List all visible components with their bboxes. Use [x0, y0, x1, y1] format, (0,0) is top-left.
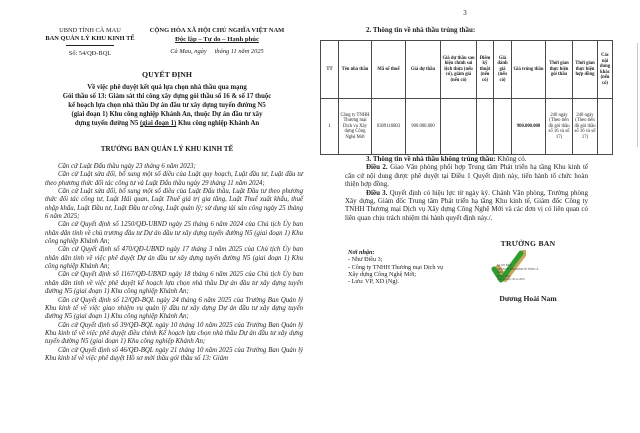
place-date-line: Cà Mau, ngày tháng 11 năm 2025: [170, 48, 264, 55]
cell-noi-dung-khac: [598, 99, 613, 155]
article2-label: Điều 2.: [366, 163, 388, 172]
recital-paragraph: Căn cứ Quyết định số 12/QĐ-BQL ngày 24 tháng 6 năm 2025 của Trưởng Ban Quản lý Khu kinh tế về việc giao nhiệm vụ quản lý đầu tư xây dựng Dự án đầu tư xây dựng tuyến đường N5 (giai đoạn 1) Khu công nghiệp Khánh An;: [45, 296, 303, 321]
issuing-authority-block: [38, 27, 142, 58]
cell-gia-danh-gia: [494, 99, 512, 155]
recital-paragraph: Căn cứ Luật Đấu thầu ngày 23 tháng 6 năm 2023;: [58, 163, 196, 170]
recipient-line: - Công ty TNHH Thương mại Dịch vụ: [348, 263, 444, 271]
col-header-tt: TT: [321, 41, 339, 99]
title-line: Gói thầu số 13: Giám sát thi công xây dựng gói thầu số 16 & số 17 thuộc: [62, 93, 272, 100]
col-header-diem-ky-thuat: Điểm kỹ thuật (nếu có): [477, 41, 494, 99]
table-row: [321, 99, 613, 155]
province-name: UBND TỈNH CÀ MAU: [59, 27, 121, 34]
org-underline: [66, 45, 114, 46]
stamp-line: Ký bởi: BAN: [497, 264, 512, 267]
stamp-line: MAU: [497, 271, 504, 274]
cell-diem-ky-thuat: [477, 99, 494, 155]
org-name: BAN QUẢN LÝ KHU KINH TẾ: [45, 35, 135, 42]
stamp-line: QUẢN LÝ KHU KINH TẾ TỈNH CÀ: [497, 267, 539, 271]
col-header-gia-danh-gia: Giá đánh giá (nếu có): [494, 41, 512, 99]
cell-gia-du-thau: 900.000.000: [406, 99, 441, 155]
title-underlined-part: (giai đoạn 1): [140, 120, 177, 127]
winning-bidder-table: [320, 40, 613, 155]
col-header-thoi-gian-goi-thau: Thời gian thực hiện gói thầu: [546, 41, 573, 99]
recipients-block: [348, 249, 468, 285]
articles-block: [345, 155, 588, 222]
title-line: kế hoạch lựa chọn nhà thầu Dự án đầu tư xây dựng tuyến đường N5: [68, 102, 266, 109]
section2-heading: 2. Thông tin về nhà thầu trúng thầu:: [366, 26, 476, 34]
section3-value: Không có.: [495, 155, 527, 163]
signer-title: TRƯỞNG BAN: [500, 239, 556, 248]
stamp-line: Thời gian ký: 20-11-2025: [497, 278, 525, 281]
section3-paragraph: [345, 155, 588, 163]
digital-signature-stamp-text: [497, 264, 571, 282]
recital-paragraph: Căn cứ Luật sửa đổi, bổ sung một số điều của Luật quy hoạch, Luật đầu tư, Luật đầu tư theo phương thức đối tác công tư và Luật Đấu thầu ngày 29 tháng 11 năm 2024;: [45, 171, 303, 187]
authority-heading: TRƯỞNG BAN QUẢN LÝ KHU KINH TẾ: [100, 145, 234, 153]
title-line: (giai đoạn 1) Khu công nghiệp Khánh An, thuộc Dự án đầu tư xây: [71, 111, 263, 118]
decision-heading: QUYẾT ĐỊNH: [142, 70, 192, 79]
decision-title: [42, 83, 292, 128]
col-header-gia-du-thau: Giá dự thầu: [406, 41, 441, 99]
recitals-block: [45, 163, 303, 363]
cell-ma-so-thue: 0309116803: [372, 99, 406, 155]
recital-paragraph: Căn cứ Quyết định số 46/QĐ-BQL ngày 21 tháng 10 năm 2025 của Trưởng Ban Quản lý Khu kinh tế về việc phê duyệt Hồ sơ mời thầu gói thầu số 13: Giám: [45, 346, 303, 362]
article3-label: Điều 3.: [366, 188, 388, 197]
recital-paragraph: Căn cứ Luật sửa đổi, bổ sung một số điều của Luật Đấu thầu, Luật Đầu tư theo phương thức đối tác công tư, Luật Hải quan, Luật Thuế giá trị gia tăng, Luật Thuế xuất khẩu, thuế nhập khẩu, Luật Đầu tư, Luật Đầu tư công, Luật quản lý; sử dụng tài sản công ngày 25 tháng 6 năm 2025;: [45, 188, 303, 221]
title-line-last: dựng tuyến đường N5 (giai đoạn 1) Khu công nghiệp Khánh An: [74, 120, 260, 127]
national-header-block: [146, 27, 288, 55]
signer-name: Dương Hoài Nam: [499, 294, 557, 303]
page-number: 3: [463, 9, 467, 17]
recital-paragraph: Căn cứ Quyết định số 1167/QĐ-UBND ngày 18 tháng 6 năm 2025 của Chủ tịch Ủy ban nhân dân tỉnh về việc phê duyệt kế hoạch lựa chọn nhà thầu Dự án đầu tư xây dựng tuyến đường N5 (giai đoạn 1) Khu công nghiệp Khánh An;: [45, 271, 303, 296]
cell-ten-nha-thau: Công ty TNHH Thương mại Dịch vụ Xây dựng Công Nghệ Mới: [339, 99, 372, 155]
national-motto-line1: CỘNG HÒA XÃ HỘI CHỦ NGHĨA VIỆT NAM: [149, 27, 285, 34]
article2-text: Giao Văn phòng phối hợp Trung tâm Phát triển hạ tầng Khu kinh tế căn cứ nội dung được phê duyệt tại Điều 1 Quyết định này, tiến hành tổ chức hoàn thiện hợp đồng.: [345, 163, 588, 189]
article3-text: Quyết định có hiệu lực từ ngày ký. Chánh Văn phòng, Trưởng phòng Xây dựng, Giám đốc Trung tâm Phát triển hạ tầng Khu kinh tế, Giám đốc Công ty TNHH Thương mại Dịch vụ Xây dựng Công Nghệ Mới và các đơn vị có liên quan có liên quan chịu trách nhiệm thi hành quyết định này./.: [345, 188, 588, 222]
recipient-line: Xây dựng Công Nghệ Mới;: [348, 270, 417, 278]
title-line: Về việc phê duyệt kết quả lựa chọn nhà thầu qua mạng: [87, 84, 247, 91]
section3-label: 3. Thông tin về nhà thầu không trúng thầu:: [366, 155, 496, 163]
recital-paragraph: Căn cứ Quyết định số 470/QĐ-UBND ngày 17 tháng 3 năm 2025 của Chủ tịch Ủy ban nhân dân tỉnh về việc phê duyệt Dự án đầu tư xây dựng tuyến đường N5 (giai đoạn 1) Khu công nghiệp Khánh An;: [45, 246, 303, 271]
col-header-gia-hieu-chinh: Giá dự thầu sau hiệu chỉnh sai lệch thừa (nếu có), giảm giá (nếu có): [441, 41, 477, 99]
cell-gia-trung-thau: 900.000.000: [512, 99, 546, 155]
stamp-line: Mã số: BQL: [497, 274, 511, 278]
cell-thoi-gian-goi-thau: 240 ngày (Theo tiến độ gói thầu số 16 và số 17): [546, 99, 573, 155]
table-header-row: [321, 41, 613, 99]
article3-paragraph: [345, 189, 588, 223]
recipient-line: - Lưu: VP, XD (Ng).: [348, 278, 400, 286]
cell-thoi-gian-hop-dong: 240 ngày (Theo tiến độ gói thầu số 16 và số 17): [573, 99, 598, 155]
article2-paragraph: [345, 163, 588, 188]
recital-paragraph: Căn cứ Quyết định số 39/QĐ-BQL ngày 10 tháng 10 năm 2025 của Trưởng Ban Quản lý Khu kinh tế về việc phê duyệt điều chỉnh Kế hoạch lựa chọn nhà thầu Dự án đầu tư xây dựng tuyến đường N5 (giai đoạn 1) Khu công nghiệp Khánh An;: [45, 321, 303, 346]
recital-paragraph: Căn cứ Quyết định số 1250/QĐ-UBND ngày 25 tháng 6 năm 2024 của Chủ tịch Ủy ban nhân dân tỉnh về chủ trương đầu tư Dự án đầu tư xây dựng tuyến đường N5 (giai đoạn 1) Khu công nghiệp Khánh An;: [45, 221, 303, 246]
cell-tt: 1: [321, 99, 339, 155]
recipients-label: Nơi nhận:: [348, 249, 375, 256]
col-header-ma-so-thue: Mã số thuế: [372, 41, 406, 99]
col-header-gia-trung-thau: Giá trúng thầu: [512, 41, 546, 99]
col-header-thoi-gian-hop-dong: Thời gian thực hiện hợp đồng: [573, 41, 598, 99]
document-number: Số: 54/QĐ-BQL: [68, 50, 112, 57]
national-motto-line2: Độc lập – Tự do – Hạnh phúc: [175, 36, 259, 43]
cell-gia-hieu-chinh: [441, 99, 477, 155]
col-header-noi-dung-khac: Các nội dung khác (nếu có): [598, 41, 613, 99]
page-edge-line: [637, 43, 638, 147]
recipient-line: - Như Điều 3;: [348, 256, 383, 264]
col-header-ten-nha-thau: Tên nhà thầu: [339, 41, 372, 99]
